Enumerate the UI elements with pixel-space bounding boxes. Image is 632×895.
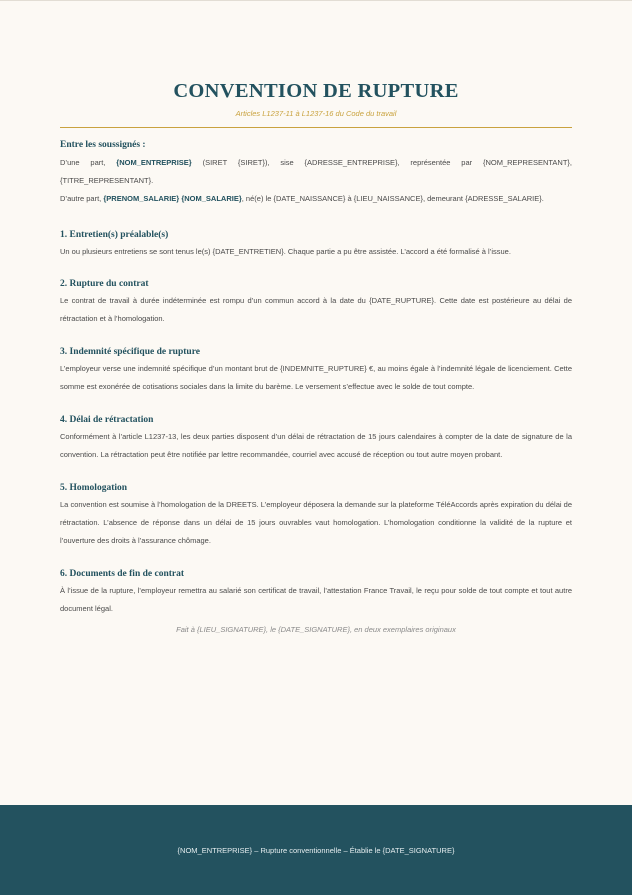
section-heading: 4. Délai de rétractation: [60, 415, 154, 425]
parties-heading: Entre les soussignés :: [60, 140, 146, 150]
closing-statement: Fait à {LIEU_SIGNATURE}, le {DATE_SIGNATURE}, en deux exemplaires originaux: [176, 625, 456, 634]
section-text: L’employeur verse une indemnité spécifique d’un montant brut de {INDEMNITE_RUPTURE} €, au moins égale à l’indemnité légale de licenciement. Cette somme est exonérée de cotisations sociales dans la limite du barème. Le versement s’effectue avec le solde de tout compte.: [60, 364, 572, 391]
section-text: Un ou plusieurs entretiens se sont tenus le(s) {DATE_ENTRETIEN}. Chaque partie a pu être assistée. L’accord a été formalisé à l’issue.: [60, 247, 511, 256]
employer-name: {NOM_ENTREPRISE}: [116, 158, 192, 167]
section-documents: [60, 567, 572, 618]
section-text: À l’issue de la rupture, l’employeur remettra au salarié son certificat de travail, l’attestation France Travail, le reçu pour solde de tout compte et tout autre document légal.: [60, 586, 572, 613]
employee-first-name: {PRENOM_SALARIE}: [103, 194, 180, 203]
section-text: Le contrat de travail à durée indéterminée est rompu d’un commun accord à la date du {DATE_RUPTURE}. Cette date est postérieure au délai de rétractation et à l’homologation.: [60, 296, 572, 323]
section-retractation: [60, 413, 572, 464]
parties-block: [60, 154, 572, 208]
footer-band: [0, 805, 632, 895]
party-employer-details: (SIRET {SIRET}), sise {ADRESSE_ENTREPRISE}, représentée par {NOM_REPRESENTANT}, {TITRE_REPRESENTANT}.: [60, 158, 573, 185]
section-homologation: [60, 481, 572, 550]
section-text: Conformément à l’article L1237-13, les deux parties disposent d’un délai de rétractation de 15 jours calendaires à compter de la date de signature de la convention. La rétractation peut être notifiée par lettre recommandée, courriel avec accusé de réception ou tout autre moyen probant.: [60, 432, 572, 459]
party-employer-prefix: D’une part,: [60, 158, 106, 167]
document-subtitle: Articles L1237-11 à L1237-16 du Code du travail: [235, 109, 397, 118]
employee-last-name: {NOM_SALARIE}: [181, 194, 242, 203]
section-rupture: [60, 277, 572, 328]
section-heading: 3. Indemnité spécifique de rupture: [60, 347, 200, 357]
section-entretien: [60, 228, 572, 261]
party-employee-prefix: D’autre part,: [60, 194, 102, 203]
section-heading: 5. Homologation: [60, 483, 128, 493]
party-employer: [60, 154, 572, 190]
section-heading: 2. Rupture du contrat: [60, 279, 149, 289]
section-text: La convention est soumise à l’homologation de la DREETS. L’employeur déposera la demande sur la plateforme TéléAccords après expiration du délai de rétractation. L’absence de réponse dans un délai de 15 jours ouvrables vaut homologation. L’homologation conditionne la validité de la rupture et l’ouverture des droits à l’assurance chômage.: [60, 500, 572, 545]
title-divider: [60, 127, 572, 128]
party-employee: [60, 190, 572, 208]
footer-text: {NOM_ENTREPRISE} – Rupture conventionnelle – Établie le {DATE_SIGNATURE}: [177, 846, 455, 855]
party-employee-details: , né(e) le {DATE_NAISSANCE} à {LIEU_NAISSANCE}, demeurant {ADRESSE_SALARIE}.: [241, 194, 544, 203]
document-page: [60, 0, 572, 637]
section-heading: 1. Entretien(s) préalable(s): [60, 230, 169, 240]
section-heading: 6. Documents de fin de contrat: [60, 569, 185, 579]
document-title: CONVENTION DE RUPTURE: [173, 80, 459, 102]
section-indemnite: [60, 345, 572, 396]
